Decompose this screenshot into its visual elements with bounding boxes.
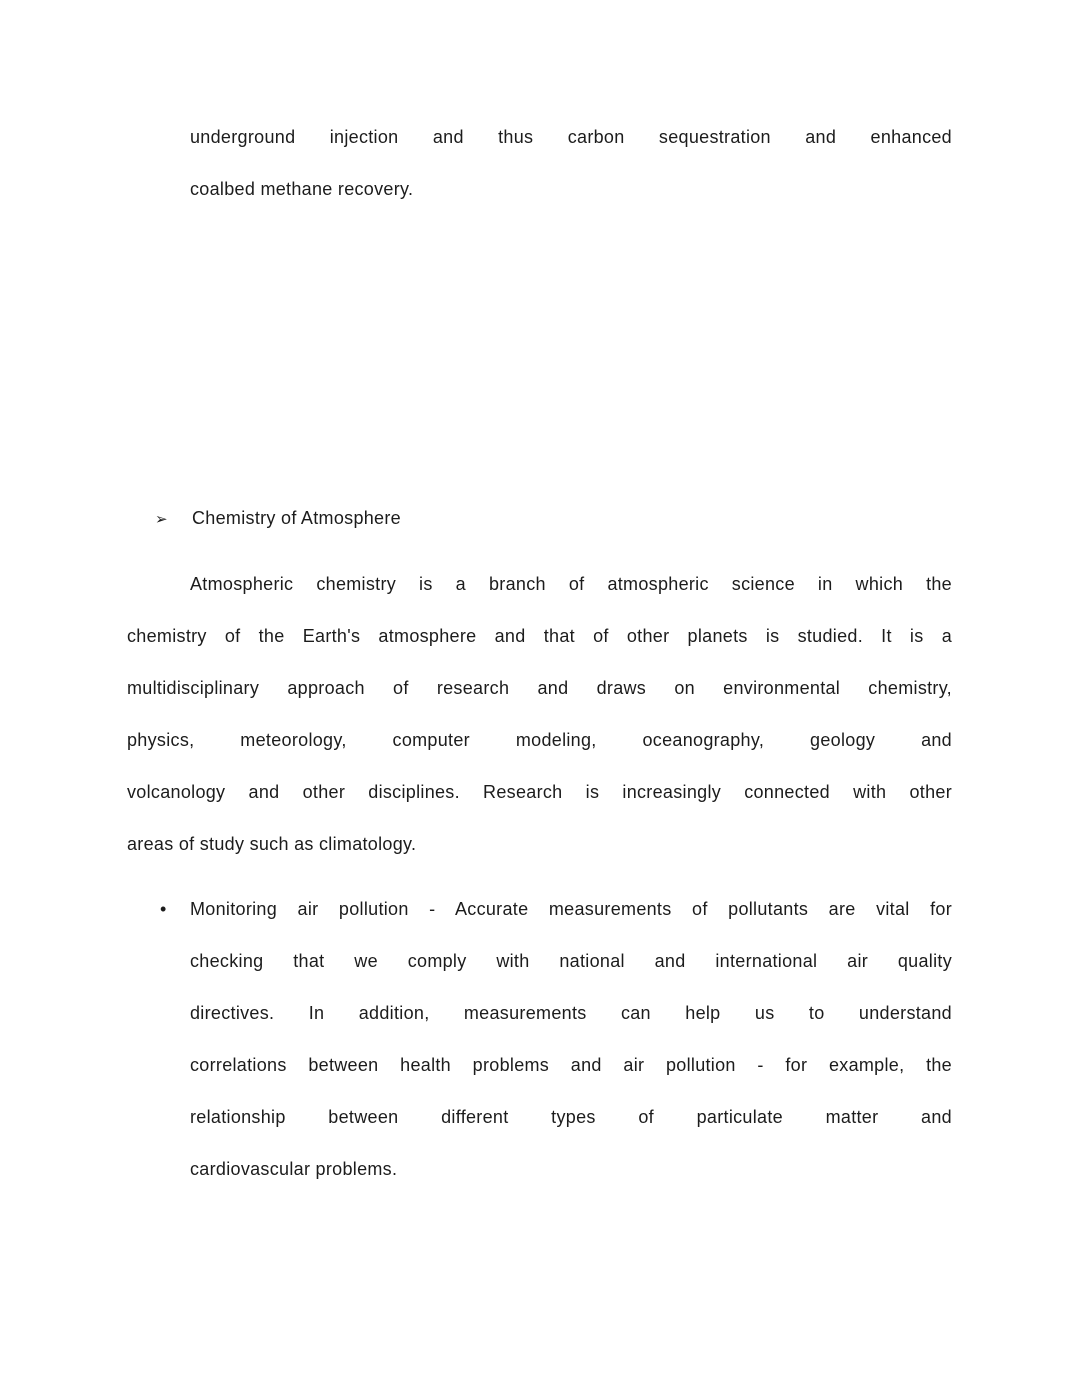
text-line: physics, meteorology, computer modeling, oceanography, geology and xyxy=(127,730,952,750)
text-line: chemistry of the Earth's atmosphere and that of other planets is studied. It is a xyxy=(127,626,952,646)
text-line: volcanology and other disciplines. Research is increasingly connected with other xyxy=(127,782,952,802)
text-line: relationship between different types of particulate matter and xyxy=(190,1107,952,1127)
text-line: areas of study such as climatology. xyxy=(127,834,417,854)
text-line: multidisciplinary approach of research and draws on environmental chemistry, xyxy=(127,678,952,698)
bullet-item-text xyxy=(190,883,952,1195)
text-line: underground injection and thus carbon sequestration and enhanced xyxy=(190,127,952,147)
text-line: Atmospheric chemistry is a branch of atmospheric science in which the xyxy=(190,574,952,594)
paragraph-continuation xyxy=(190,111,952,215)
text-line: checking that we comply with national and international air quality xyxy=(190,951,952,971)
text-line: directives. In addition, measurements can help us to understand xyxy=(190,1003,952,1023)
heading-chemistry-of-atmosphere xyxy=(155,492,1080,546)
text-line: cardiovascular problems. xyxy=(190,1159,398,1179)
text-line: correlations between health problems and air pollution - for example, the xyxy=(190,1055,952,1075)
heading-text: Chemistry of Atmosphere xyxy=(192,508,401,528)
text-line: Monitoring air pollution - Accurate measurements of pollutants are vital for xyxy=(190,899,952,919)
round-bullet-icon: • xyxy=(160,899,167,919)
bullet-item-monitoring-air-pollution xyxy=(0,883,1080,1195)
arrow-bullet-icon: ➢ xyxy=(155,511,168,528)
text-line: coalbed methane recovery. xyxy=(190,179,414,199)
paragraph-atmospheric-chemistry xyxy=(127,558,952,870)
